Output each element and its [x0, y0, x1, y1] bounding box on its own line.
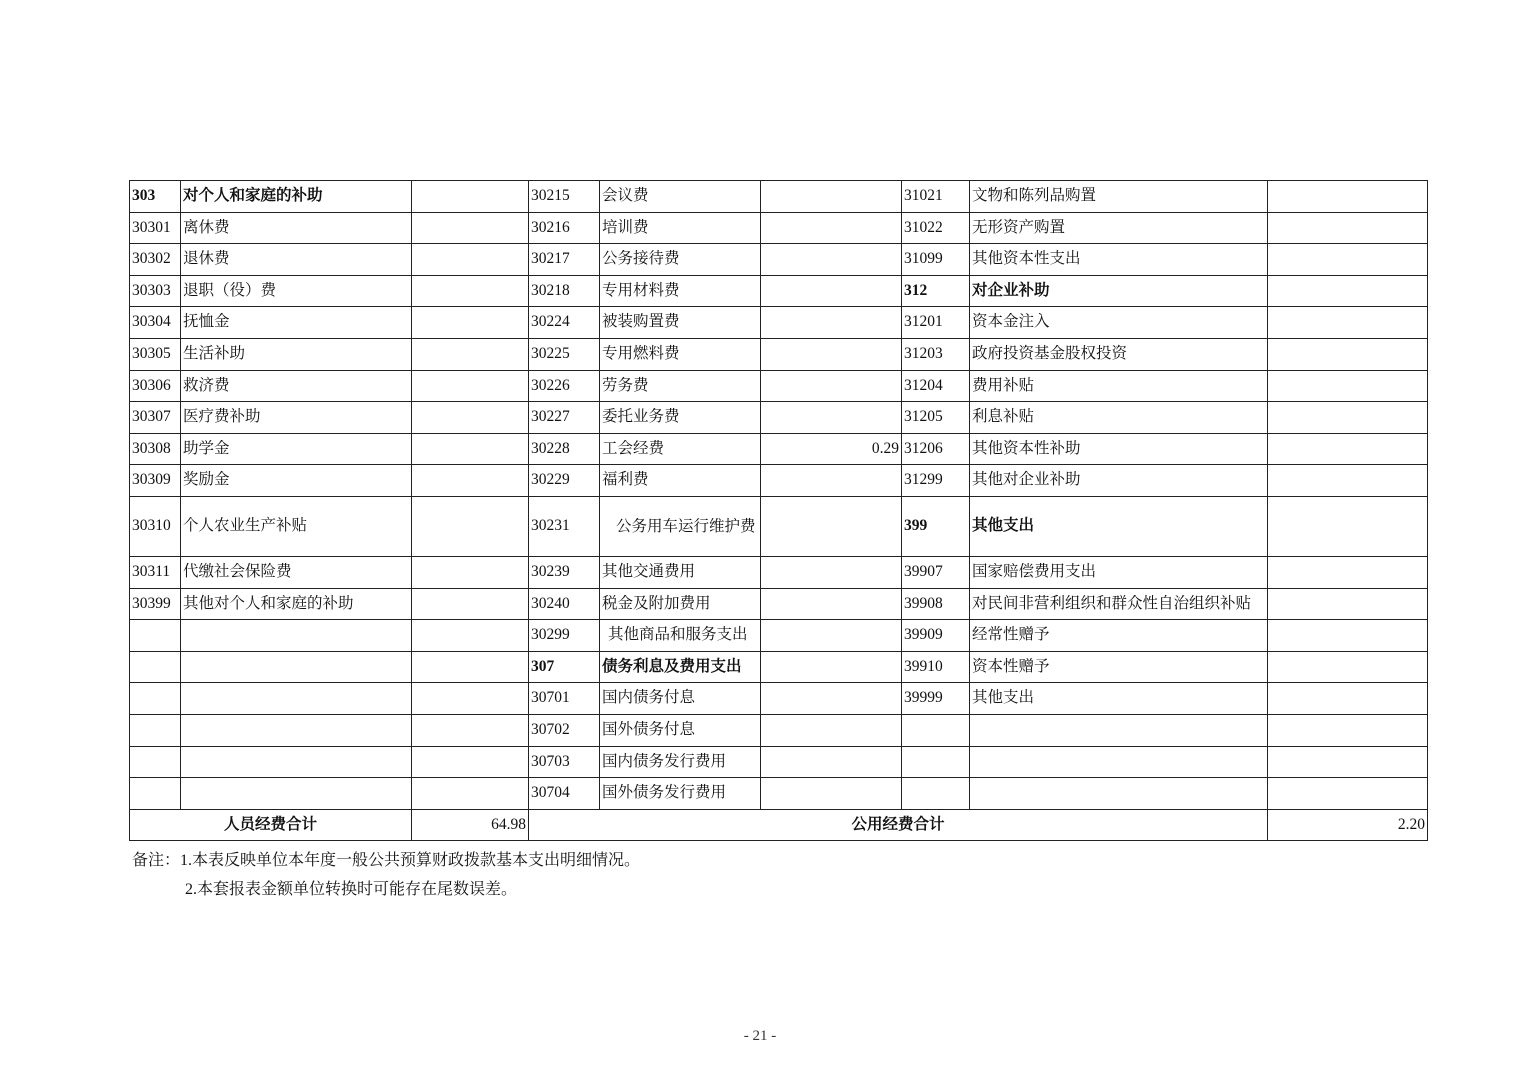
item-code: 30306 — [130, 370, 181, 402]
item-name: 会议费 — [600, 181, 761, 213]
item-amount — [1268, 714, 1428, 746]
item-amount — [412, 338, 529, 370]
item-amount — [412, 651, 529, 683]
item-amount — [1268, 433, 1428, 465]
item-amount — [761, 402, 902, 434]
table-row — [130, 714, 1428, 746]
item-code: 30702 — [529, 714, 600, 746]
table-row — [130, 588, 1428, 620]
item-code: 30217 — [529, 244, 600, 276]
item-amount — [1268, 307, 1428, 339]
item-amount — [412, 465, 529, 497]
item-amount — [761, 370, 902, 402]
item-code: 31201 — [902, 307, 970, 339]
table-row — [130, 181, 1428, 213]
item-code: 30304 — [130, 307, 181, 339]
item-code: 30228 — [529, 433, 600, 465]
item-code: 30301 — [130, 212, 181, 244]
item-name: 生活补助 — [181, 338, 412, 370]
item-code — [902, 714, 970, 746]
item-amount — [1268, 244, 1428, 276]
item-code: 307 — [529, 651, 600, 683]
item-code — [902, 746, 970, 778]
item-amount — [1268, 651, 1428, 683]
item-code — [130, 651, 181, 683]
item-code: 39910 — [902, 651, 970, 683]
item-name: 文物和陈列品购置 — [970, 181, 1268, 213]
item-name: 费用补贴 — [970, 370, 1268, 402]
item-code: 31205 — [902, 402, 970, 434]
item-name: 退休费 — [181, 244, 412, 276]
item-amount — [1268, 181, 1428, 213]
item-name: 救济费 — [181, 370, 412, 402]
item-code: 30703 — [529, 746, 600, 778]
item-code — [130, 714, 181, 746]
item-name — [181, 714, 412, 746]
notes — [132, 846, 640, 904]
item-amount — [1268, 275, 1428, 307]
table-row — [130, 275, 1428, 307]
item-amount — [761, 338, 902, 370]
item-amount — [412, 746, 529, 778]
item-code: 31021 — [902, 181, 970, 213]
item-amount — [761, 181, 902, 213]
item-amount — [761, 746, 902, 778]
item-name: 公务接待费 — [600, 244, 761, 276]
table-row — [130, 496, 1428, 556]
item-name: 债务利息及费用支出 — [600, 651, 761, 683]
table-row — [130, 683, 1428, 715]
item-code: 39907 — [902, 556, 970, 588]
item-name: 专用材料费 — [600, 275, 761, 307]
item-amount — [1268, 338, 1428, 370]
table-row — [130, 338, 1428, 370]
item-amount — [412, 212, 529, 244]
item-amount — [761, 307, 902, 339]
item-code: 303 — [130, 181, 181, 213]
item-amount — [761, 651, 902, 683]
item-name — [181, 746, 412, 778]
totals-row — [130, 809, 1428, 841]
table-row — [130, 402, 1428, 434]
item-code: 31203 — [902, 338, 970, 370]
table-row — [130, 651, 1428, 683]
item-code: 39908 — [902, 588, 970, 620]
personnel-total-label: 人员经费合计 — [130, 809, 412, 841]
item-amount — [1268, 465, 1428, 497]
table-row — [130, 620, 1428, 652]
item-amount — [412, 433, 529, 465]
table-row — [130, 465, 1428, 497]
item-code: 30311 — [130, 556, 181, 588]
item-amount — [412, 556, 529, 588]
item-code: 30310 — [130, 496, 181, 556]
item-code: 30227 — [529, 402, 600, 434]
item-name: 工会经费 — [600, 433, 761, 465]
item-code: 30299 — [529, 620, 600, 652]
item-amount — [412, 714, 529, 746]
table-row — [130, 307, 1428, 339]
item-amount — [1268, 402, 1428, 434]
item-amount — [761, 496, 902, 556]
item-amount — [1268, 683, 1428, 715]
item-name: 其他交通费用 — [600, 556, 761, 588]
item-code: 39999 — [902, 683, 970, 715]
item-code: 30701 — [529, 683, 600, 715]
item-name — [970, 778, 1268, 810]
item-name: 其他对企业补助 — [970, 465, 1268, 497]
item-name — [181, 651, 412, 683]
item-amount: 0.29 — [761, 433, 902, 465]
item-name — [181, 778, 412, 810]
table-row — [130, 433, 1428, 465]
item-amount — [412, 683, 529, 715]
item-amount — [761, 275, 902, 307]
item-name: 委托业务费 — [600, 402, 761, 434]
item-code: 30308 — [130, 433, 181, 465]
item-amount — [412, 275, 529, 307]
item-name: 政府投资基金股权投资 — [970, 338, 1268, 370]
item-amount — [412, 588, 529, 620]
item-amount — [761, 244, 902, 276]
item-name: 国外债务付息 — [600, 714, 761, 746]
public-total-amount: 2.20 — [1268, 809, 1428, 841]
item-name: 福利费 — [600, 465, 761, 497]
item-amount — [1268, 212, 1428, 244]
item-name: 其他支出 — [970, 683, 1268, 715]
item-code: 31299 — [902, 465, 970, 497]
item-name: 抚恤金 — [181, 307, 412, 339]
table-row — [130, 746, 1428, 778]
item-amount — [761, 556, 902, 588]
item-name: 助学金 — [181, 433, 412, 465]
item-name — [970, 714, 1268, 746]
item-name: 国内债务付息 — [600, 683, 761, 715]
item-amount — [412, 620, 529, 652]
item-amount — [761, 212, 902, 244]
item-name: 无形资产购置 — [970, 212, 1268, 244]
item-name: 其他资本性支出 — [970, 244, 1268, 276]
item-name: 国内债务发行费用 — [600, 746, 761, 778]
item-code: 30239 — [529, 556, 600, 588]
item-code: 399 — [902, 496, 970, 556]
item-code — [130, 683, 181, 715]
item-amount — [761, 778, 902, 810]
item-amount — [412, 402, 529, 434]
item-code: 30231 — [529, 496, 600, 556]
item-code: 30215 — [529, 181, 600, 213]
item-code: 30309 — [130, 465, 181, 497]
item-code: 30218 — [529, 275, 600, 307]
item-name: 专用燃料费 — [600, 338, 761, 370]
item-amount — [412, 307, 529, 339]
item-code: 30307 — [130, 402, 181, 434]
item-name: 对企业补助 — [970, 275, 1268, 307]
item-code: 31022 — [902, 212, 970, 244]
item-name — [181, 620, 412, 652]
item-code: 30704 — [529, 778, 600, 810]
item-code: 30225 — [529, 338, 600, 370]
item-code: 30302 — [130, 244, 181, 276]
item-name: 代缴社会保险费 — [181, 556, 412, 588]
table-body — [130, 181, 1428, 810]
item-code: 31206 — [902, 433, 970, 465]
item-name: 离休费 — [181, 212, 412, 244]
item-name — [970, 746, 1268, 778]
public-total-label: 公用经费合计 — [529, 809, 1268, 841]
item-name: 国家赔偿费用支出 — [970, 556, 1268, 588]
item-name: 其他商品和服务支出 — [600, 620, 761, 652]
item-amount — [1268, 496, 1428, 556]
item-name: 资本金注入 — [970, 307, 1268, 339]
item-name: 利息补贴 — [970, 402, 1268, 434]
item-code — [130, 746, 181, 778]
item-amount — [761, 714, 902, 746]
item-name: 医疗费补助 — [181, 402, 412, 434]
item-code: 31099 — [902, 244, 970, 276]
item-name: 对个人和家庭的补助 — [181, 181, 412, 213]
personnel-total-amount: 64.98 — [412, 809, 529, 841]
table-row — [130, 778, 1428, 810]
item-code — [902, 778, 970, 810]
item-amount — [1268, 746, 1428, 778]
item-name: 其他资本性补助 — [970, 433, 1268, 465]
item-name: 公务用车运行维护费 — [600, 496, 761, 556]
item-name: 资本性赠予 — [970, 651, 1268, 683]
item-code: 30226 — [529, 370, 600, 402]
item-code: 39909 — [902, 620, 970, 652]
item-name — [181, 683, 412, 715]
item-name: 其他支出 — [970, 496, 1268, 556]
item-code: 30216 — [529, 212, 600, 244]
item-amount — [412, 244, 529, 276]
item-name: 税金及附加费用 — [600, 588, 761, 620]
item-code — [130, 778, 181, 810]
item-amount — [761, 465, 902, 497]
item-amount — [1268, 556, 1428, 588]
item-amount — [1268, 778, 1428, 810]
note-line-2: 2.本套报表金额单位转换时可能存在尾数误差。 — [185, 881, 518, 898]
item-amount — [1268, 620, 1428, 652]
table-row — [130, 556, 1428, 588]
page-number: - 21 - — [743, 1028, 777, 1044]
item-amount — [761, 588, 902, 620]
item-name: 劳务费 — [600, 370, 761, 402]
item-amount — [412, 496, 529, 556]
expenditure-detail-table — [129, 180, 1428, 841]
item-code: 30399 — [130, 588, 181, 620]
item-amount — [1268, 588, 1428, 620]
item-name: 其他对个人和家庭的补助 — [181, 588, 412, 620]
item-code: 30303 — [130, 275, 181, 307]
item-code — [130, 620, 181, 652]
table-row — [130, 244, 1428, 276]
item-name: 经常性赠予 — [970, 620, 1268, 652]
item-amount — [1268, 370, 1428, 402]
item-amount — [761, 620, 902, 652]
item-name: 个人农业生产补贴 — [181, 496, 412, 556]
item-code: 30305 — [130, 338, 181, 370]
item-name: 国外债务发行费用 — [600, 778, 761, 810]
item-amount — [412, 181, 529, 213]
item-amount — [412, 778, 529, 810]
item-name: 被装购置费 — [600, 307, 761, 339]
item-amount — [761, 683, 902, 715]
item-amount — [412, 370, 529, 402]
item-code: 312 — [902, 275, 970, 307]
table-row — [130, 212, 1428, 244]
item-code: 30240 — [529, 588, 600, 620]
item-code: 30224 — [529, 307, 600, 339]
item-name: 对民间非营利组织和群众性自治组织补贴 — [970, 588, 1268, 620]
item-code: 30229 — [529, 465, 600, 497]
item-name: 奖励金 — [181, 465, 412, 497]
item-code: 31204 — [902, 370, 970, 402]
note-line-1: 备注：1.本表反映单位本年度一般公共预算财政拨款基本支出明细情况。 — [132, 852, 641, 869]
table-row — [130, 370, 1428, 402]
item-name: 退职（役）费 — [181, 275, 412, 307]
item-name: 培训费 — [600, 212, 761, 244]
